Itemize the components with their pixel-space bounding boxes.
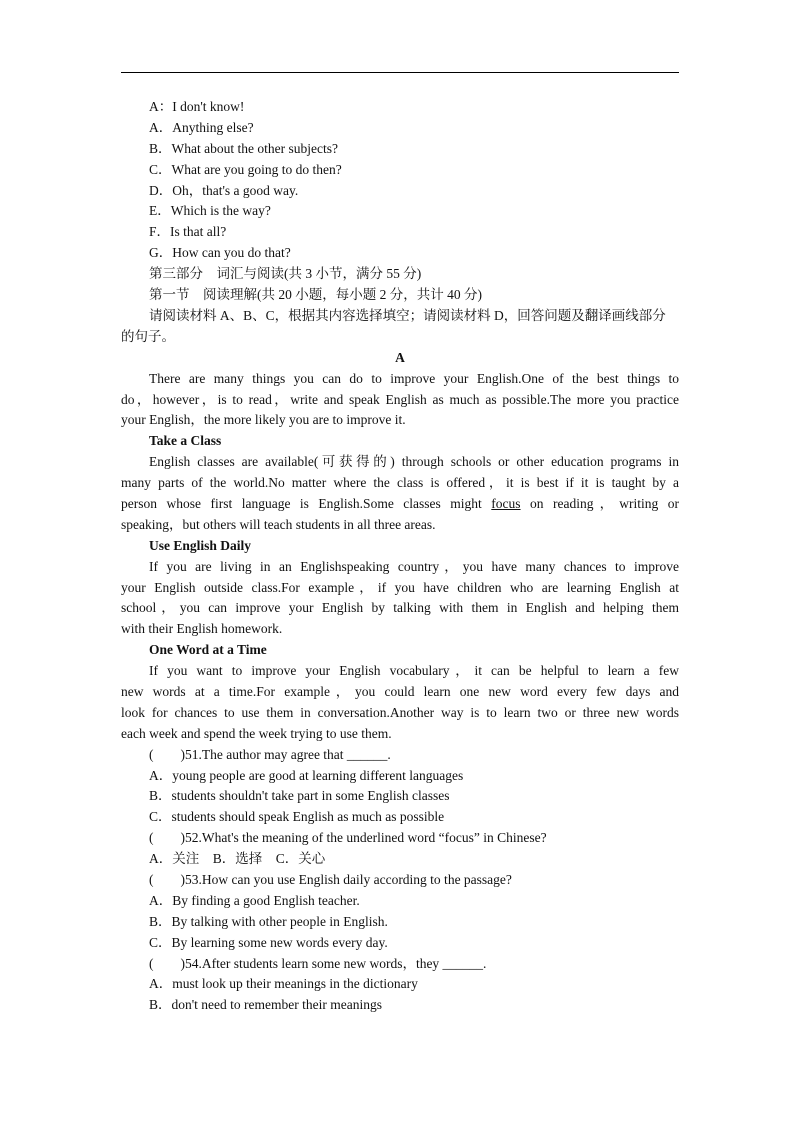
paragraph-line: speaking，but others will teach students in all three areas. — [121, 516, 436, 532]
paragraph-line: new words at a time.For example，you could learn one new word every few days and — [121, 683, 679, 699]
dialogue-option: E．Which is the way? — [149, 203, 271, 219]
header-rule — [121, 72, 679, 73]
question-51: ( )51.The author may agree that ______. — [149, 746, 391, 762]
section-title: 第一节 阅读理解(共 20 小题，每小题 2 分，共计 40 分) — [149, 287, 482, 303]
intro-line: There are many things you can do to improve your English.One of the best things to — [149, 370, 679, 386]
dialogue-option: D．Oh，that's a good way. — [149, 182, 299, 198]
intro-line: do，however，is to read，write and speak English as much as possible.The more you practice — [121, 391, 679, 407]
text-after-focus: on reading，writing or — [530, 495, 679, 511]
intro-line: your English，the more likely you are to improve it. — [121, 412, 406, 428]
text-before-focus: person whose first language is English.Some classes might — [121, 495, 482, 511]
answer-option: B．don't need to remember their meanings — [149, 997, 382, 1013]
paragraph-line: English classes are available(可获得的) through schools or other education programs in — [149, 454, 679, 470]
paragraph-line: school，you can improve your English by talking with them in English and helping them — [121, 600, 679, 616]
instructions: 请阅读材料 A、B、C，根据其内容选择填空；请阅读材料 D，回答问题及翻译画线部分的句子。 — [121, 307, 666, 344]
paragraph-line: with their English homework. — [121, 621, 283, 637]
answer-option: A．young people are good at learning different languages — [149, 767, 464, 783]
answer-option: C．By learning some new words every day. — [149, 934, 388, 950]
answer-option: B．students shouldn't take part in some English classes — [149, 788, 450, 804]
answer-option: A．must look up their meanings in the dictionary — [149, 976, 418, 992]
heading-one-word-at-a-time: One Word at a Time — [149, 642, 267, 658]
paragraph-line: each week and spend the week trying to use them. — [121, 725, 392, 741]
question-52: ( )52.What's the meaning of the underlined word “focus” in Chinese? — [149, 830, 547, 846]
heading-use-english-daily: Use English Daily — [149, 537, 252, 553]
paragraph-line: If you are living in an Englishspeaking country，you have many chances to improve — [149, 558, 679, 574]
dialogue-option: F．Is that all? — [149, 224, 227, 240]
dialogue-option: A．Anything else? — [149, 119, 254, 135]
answer-option: B．By talking with other people in English. — [149, 913, 388, 929]
dialogue-option: G．How can you do that? — [149, 245, 291, 261]
paragraph-line-focus — [121, 494, 679, 515]
answer-option: C．students should speak English as much as possible — [149, 809, 445, 825]
paragraph-line: look for chances to use them in conversation.Another way is to learn two or three new words — [121, 704, 679, 720]
dialogue-option: B．What about the other subjects? — [149, 140, 338, 156]
answer-option: A．关注 B．选择 C．关心 — [149, 851, 326, 867]
dialogue-option: C．What are you going to do then? — [149, 161, 342, 177]
heading-take-a-class: Take a Class — [149, 433, 222, 449]
dialogue-option: A：I don't know! — [149, 99, 245, 114]
passage-label: A — [395, 349, 405, 365]
part-title: 第三部分 词汇与阅读(共 3 小节，满分 55 分) — [149, 266, 422, 282]
answer-option: A．By finding a good English teacher. — [149, 892, 360, 908]
paragraph-line: many parts of the world.No matter where the class is offered，it is best if it is taught by a — [121, 475, 679, 491]
underlined-word-focus: focus — [491, 495, 521, 511]
document-page — [121, 97, 679, 1016]
paragraph-line: your English outside class.For example，if you have children who are learning English at — [121, 579, 679, 595]
paragraph-line: If you want to improve your English vocabulary，it can be helpful to learn a few — [149, 663, 679, 679]
question-53: ( )53.How can you use English daily according to the passage? — [149, 871, 512, 887]
question-54: ( )54.After students learn some new words，they ______. — [149, 955, 487, 971]
